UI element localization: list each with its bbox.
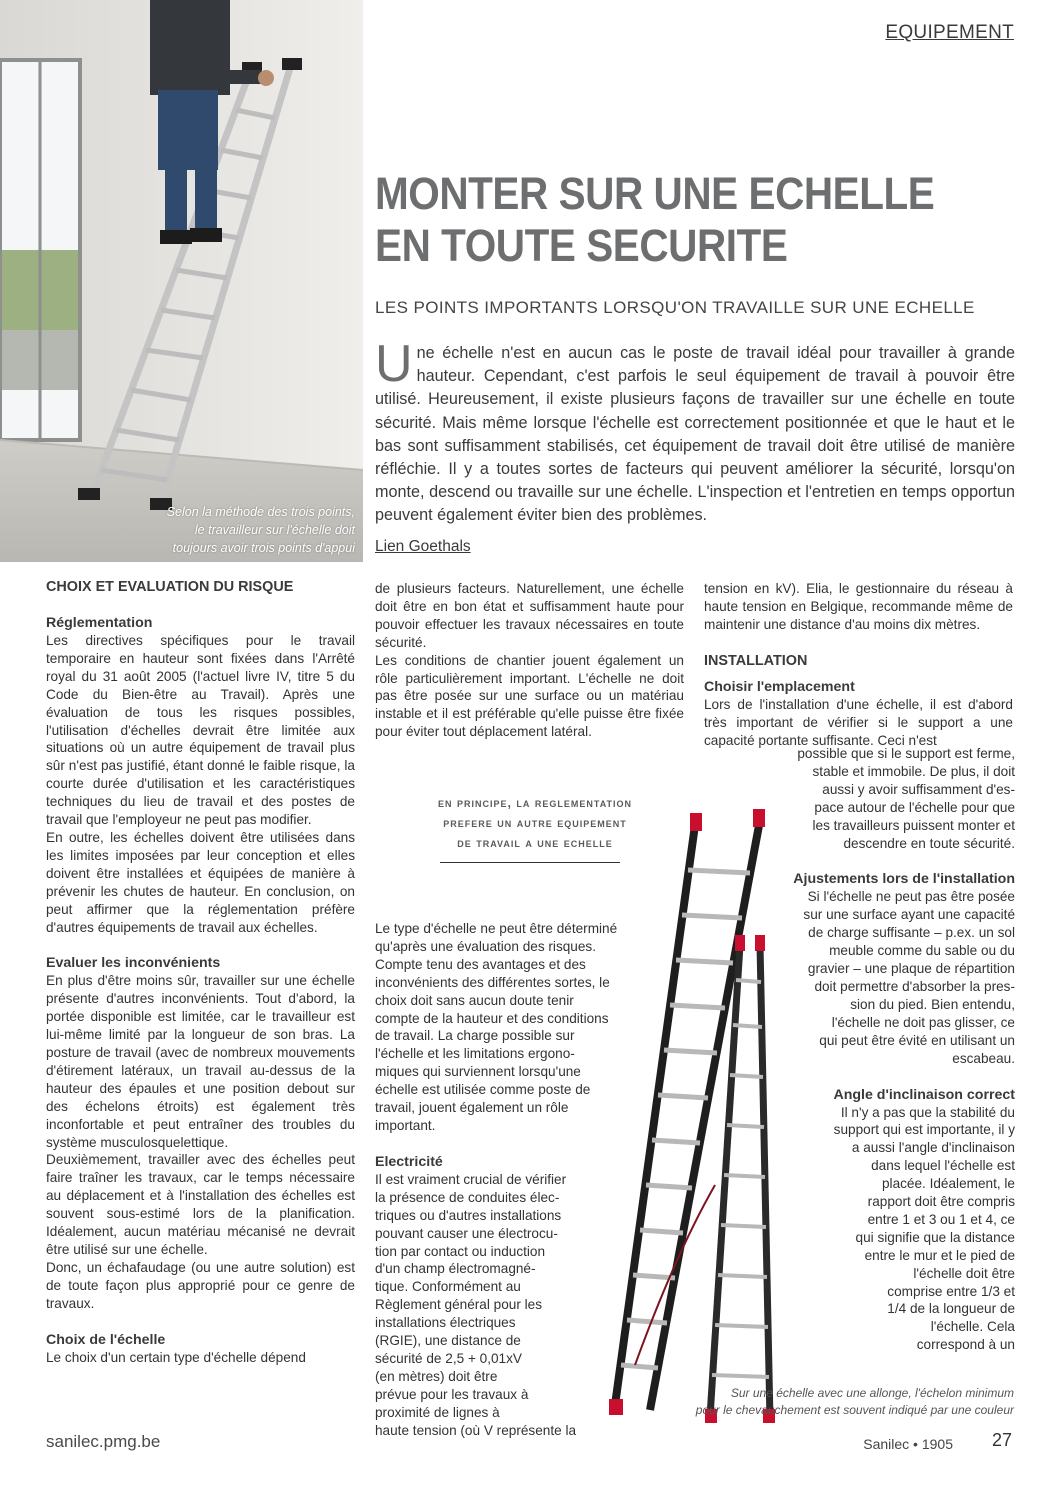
text-line: l'échelle et les limitations ergono- xyxy=(375,1046,575,1062)
text-line: (en mètres) doit être xyxy=(375,1368,498,1384)
article-subtitle: LES POINTS IMPORTANTS LORSQU'ON TRAVAILLE SUR UNE ECHELLE xyxy=(375,298,975,317)
text-line: tion par contact ou induction xyxy=(375,1243,546,1259)
pullquote-line: prefere un autre equipement xyxy=(443,816,627,830)
text-line: comprise entre 1/3 et xyxy=(887,1283,1015,1299)
ladder-caption xyxy=(634,1385,1014,1419)
paragraph: Deuxièmement, travailler avec des échelles peut faire traîner les travaux, car le temps nécessaire au déplacement et à l'installation des échelles est souvent sous-estimé lors de la planification. Idéalement, aucun matériau mécanisé ne devrait être utilisé sur une échelle. xyxy=(46,1152,355,1257)
text-line: les travailleurs puissent monter et xyxy=(812,817,1015,833)
text-line: possible que si le support est ferme, xyxy=(797,746,1015,761)
text-line: Règlement général pour les xyxy=(375,1297,543,1313)
pullquote-line: de travail a une echelle xyxy=(457,836,613,850)
text-line: descendre en toute sécurité. xyxy=(843,835,1015,851)
text-line: entre le mur et le pied de xyxy=(864,1247,1015,1263)
text-line: (RGIE), une distance de xyxy=(375,1333,521,1349)
text-line: escabeau. xyxy=(952,1050,1015,1066)
text-line: triques ou d'autres installations xyxy=(375,1207,562,1223)
footer-website-link[interactable]: sanilec.pmg.be xyxy=(46,1432,161,1451)
worker-on-ladder-illustration xyxy=(0,0,363,562)
column-2-bottom xyxy=(375,920,655,1439)
text-line: qu'après une évaluation des risques. xyxy=(375,938,596,954)
footer-page-number: 27 xyxy=(991,1430,1012,1450)
text-line: Si l'échelle ne peut pas être posée xyxy=(807,889,1015,905)
ladder-caption-line: pour le chevauchement est souvent indiqué par une couleur xyxy=(695,1403,1014,1417)
text-line: sécurité de 2,5 + 0,01xV xyxy=(375,1350,522,1366)
paragraph: En outre, les échelles doivent être utilisées dans les limites imposées par leur conception et elles doivent être installées et équipées de manière à prévenir les chutes de hauteur. En conclusion, on peut affirmer que la réglementation préfère d'autres équipements de travail aux échelles. xyxy=(46,829,355,935)
heading-electricite: Electricité xyxy=(375,1153,443,1170)
text-line: inconvénients des différentes sortes, le xyxy=(375,974,610,990)
paragraph: Lors de l'installation d'une échelle, il est d'abord très important de vérifier si le support a une capacité portante suffisante. Ceci n'est xyxy=(704,696,1013,748)
column-3-top xyxy=(704,580,1013,749)
text-line: entre 1 et 3 ou 1 et 4, ce xyxy=(867,1211,1015,1227)
text-line: qui signifie que la distance xyxy=(855,1229,1015,1245)
text-line: Le type d'échelle ne peut être déterminé xyxy=(375,921,618,936)
text-line: gravier – une plaque de répartition xyxy=(807,961,1015,977)
text-line: installations électriques xyxy=(375,1315,516,1331)
column-1 xyxy=(46,578,355,1367)
paragraph: En plus d'être moins sûr, travailler sur une échelle présente d'autres inconvénients. Tout d'abord, la portée disponible est limitée, car le travailleur est lui-même limité par la longueur de son bras. La posture de travail (avec de nombreux mouvements d'étirement latéraux, un travail au-dessus de la hauteur des épaules et une position debout sur des échelons étroits) est également très inconfortable et peut entraîner des troubles du système musculosquelettique. xyxy=(46,973,355,1150)
text-line: échelle est utilisée comme poste de xyxy=(375,1082,591,1098)
author-link[interactable]: Lien Goethals xyxy=(375,538,471,555)
text-line: de charge suffisante – p.ex. un sol xyxy=(808,925,1015,941)
footer-magazine-issue: Sanilec • 1905 xyxy=(863,1436,953,1452)
article-lead xyxy=(375,335,1015,528)
text-line: l'échelle doit être xyxy=(913,1265,1015,1281)
article-title-line: MONTER SUR UNE ECHELLE xyxy=(375,168,935,219)
paragraph: Le choix d'un certain type d'échelle dépend xyxy=(46,1349,306,1365)
text-line: proximité de lignes à xyxy=(375,1404,500,1420)
text-line: tique. Conformément au xyxy=(375,1279,521,1295)
photo-caption-line: toujours avoir trois points d'appui xyxy=(172,541,355,555)
text-line: Il est vraiment crucial de vérifier xyxy=(375,1171,567,1187)
photo-caption-line: le travailleur sur l'échelle doit xyxy=(194,523,355,537)
heading-inconvenients: Evaluer les inconvénients xyxy=(46,955,221,972)
text-line: travail, jouent également un rôle xyxy=(375,1100,569,1116)
heading-angle: Angle d'inclinaison correct xyxy=(833,1086,1015,1103)
text-line: pace autour de l'échelle pour que xyxy=(814,799,1015,815)
text-line: choix doit sans aucun doute tenir xyxy=(375,992,574,1008)
pullquote-line: en principe, la reglementation xyxy=(437,796,633,810)
text-line: correspond à un xyxy=(916,1337,1015,1353)
text-line: dans lequel l'échelle est xyxy=(871,1158,1015,1174)
ladder-photo xyxy=(0,0,363,562)
text-line: de travail. La charge possible sur xyxy=(375,1028,575,1044)
section-title-installation: INSTALLATION xyxy=(704,652,808,669)
text-line: haute tension (où V représente la xyxy=(375,1422,577,1438)
heading-reglementation: Réglementation xyxy=(46,615,153,631)
text-line: prévue pour les travaux à xyxy=(375,1386,529,1402)
text-line: Il n'y a pas que la stabilité du xyxy=(840,1104,1015,1120)
text-line: sion du pied. Bien entendu, xyxy=(850,996,1015,1012)
text-line: doit permettre d'absorber la pres- xyxy=(814,978,1015,994)
heading-emplacement: Choisir l'emplacement xyxy=(704,678,855,695)
lead-text: ne échelle n'est en aucun cas le poste de travail idéal pour travailler à grande hauteur. Cependant, c'est parfois le seul équipement de travail à pouvoir être utilisé. Heureusement, il existe plusieurs façons de travailler sur une échelle en toute sécurité. Mais même lorsque l'échelle est correctement positionnée et que le haut et le bas sont suffisamment stabilisés, cet équipement de travail doit être utilisé de manière réfléchie. Il y a toutes sortes de facteurs qui peuvent améliorer la sécurité, lorsqu'on monte, descend ou travaille sur une échelle. L'inspection et l'entretien en temps opportun peuvent également éviter bien des problèmes. xyxy=(375,344,1015,525)
paragraph: de plusieurs facteurs. Naturellement, une échelle doit être en bon état et suffisamment haute pour pouvoir effectuer les travaux nécessaires en toute sécurité. xyxy=(375,581,684,650)
column-3-bottom xyxy=(765,745,1015,1354)
section-tag: EQUIPEMENT xyxy=(885,22,1014,43)
text-line: compte de la hauteur et des conditions xyxy=(375,1010,609,1026)
text-line: meuble comme du sable ou du xyxy=(829,943,1015,959)
text-line: rapport doit être compris xyxy=(867,1194,1015,1210)
text-line: qui peut être évité en utilisant un xyxy=(819,1032,1015,1048)
photo-caption xyxy=(125,503,355,557)
text-line: important. xyxy=(375,1117,436,1133)
text-line: placée. Idéalement, le xyxy=(881,1176,1015,1192)
article-title xyxy=(375,168,969,272)
text-line: d'un champ électromagné- xyxy=(375,1261,536,1277)
text-line: pouvant causer une électrocu- xyxy=(375,1225,558,1241)
heading-ajustements: Ajustements lors de l'installation xyxy=(793,871,1015,888)
paragraph: Les conditions de chantier jouent également un rôle particulièrement important. L'échelle ne doit pas être posée sur une surface ou un matériau instable et il est préférable qu'elle puisse être fixée pour éviter tout déplacement latéral. xyxy=(375,652,684,740)
text-line: l'échelle ne doit pas glisser, ce xyxy=(831,1014,1015,1030)
text-line: la présence de conduites élec- xyxy=(375,1189,560,1205)
text-line: 1/4 de la longueur de xyxy=(887,1301,1015,1317)
article-title-line: EN TOUTE SECURITE xyxy=(375,220,788,271)
text-line: Compte tenu des avantages et des xyxy=(375,956,586,972)
text-line: aussi y avoir suffisamment d'es- xyxy=(822,781,1015,797)
column-2-top xyxy=(375,580,684,741)
text-line: miques qui surviennent lorsqu'une xyxy=(375,1064,581,1080)
dropcap: U xyxy=(375,335,413,393)
ladder-caption-line: Sur une échelle avec une allonge, l'échelon minimum xyxy=(730,1386,1014,1400)
text-line: l'échelle. Cela xyxy=(930,1319,1015,1335)
paragraph: Donc, un échafaudage (ou une autre solution) est de toute façon plus approprié pour ce genre de travaux. xyxy=(46,1259,355,1311)
paragraph: tension en kV). Elia, le gestionnaire du réseau à haute tension en Belgique, recommande même de maintenir une distance d'au moins dix mètres. xyxy=(704,581,1013,632)
paragraph: Les directives spécifiques pour le travail temporaire en hauteur sont fixées dans l'Arrêté royal du 31 août 2005 (l'actuel livre IV, titre 5 du Code du Bien-être au Travail). Après une évaluation de tous les risques possibles, l'utilisation d'échelles devrait être limitée aux situations où un autre équipement de travail plus sûr n'est pas justifié, étant donné le faible risque, la courte durée d'utilisation et les caractéristiques techniques du lieu de travail et des postes de travail que l'employeur ne peut pas modifier. xyxy=(46,633,355,828)
section-title-risk: CHOIX ET EVALUATION DU RISQUE xyxy=(46,579,294,595)
text-line: support qui est importante, il y xyxy=(833,1122,1015,1138)
text-line: stable et immobile. De plus, il doit xyxy=(812,763,1015,779)
heading-choix: Choix de l'échelle xyxy=(46,1331,166,1348)
photo-caption-line: Selon la méthode des trois points, xyxy=(166,505,355,519)
text-line: sur une surface ayant une capacité xyxy=(803,907,1015,923)
text-line: a aussi l'angle d'inclinaison xyxy=(851,1140,1015,1156)
